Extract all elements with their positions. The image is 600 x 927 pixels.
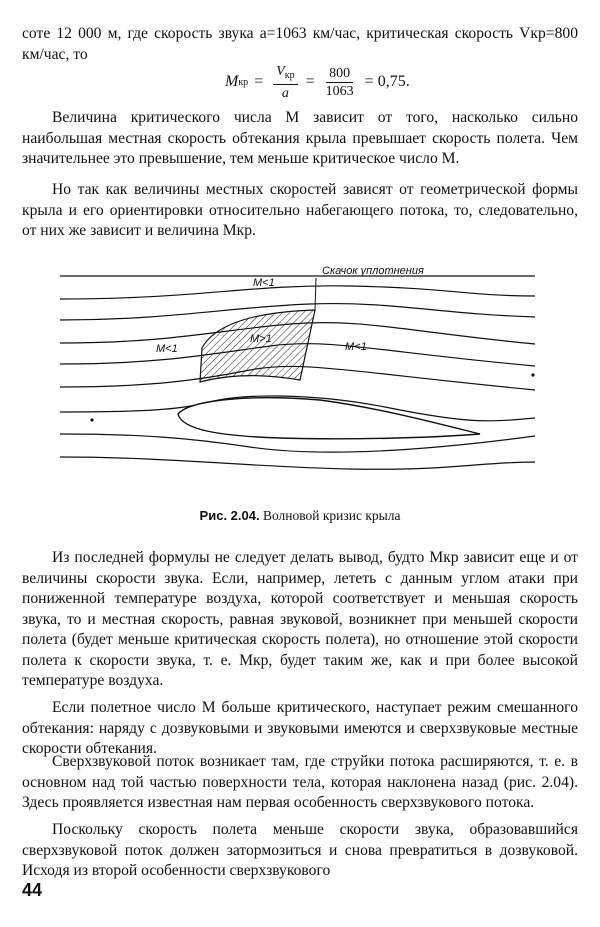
label-top-mach: M<1	[253, 277, 275, 289]
page-number: 44	[22, 880, 43, 900]
paragraph-flight-speed: Поскольку скорость полета меньше скорости звука, образовавшийся сверхзвуковой поток должен затормозиться и снова превратиться в дозвуковой. Исходя из второй особенности сверхзвукового	[22, 821, 578, 879]
wing-profile	[178, 398, 480, 439]
label-shock-wave: Скачок уплотнения	[322, 265, 424, 277]
wing-wave-crisis-figure	[50, 262, 550, 498]
fraction-v-over-a: $\frac{V_{кр}}{a}$	[273, 63, 297, 102]
paragraph-critical-number: Величина критического числа М зависит от того, насколько сильно наибольшая местная скорость обтекания крыла превышает скорость полета. Чем значительнее это превышение, тем меньше критическое число М.	[22, 109, 578, 167]
supersonic-zone	[200, 310, 315, 382]
label-left-mach: M<1	[156, 343, 178, 355]
critical-mach-formula: M кр = $\frac{V_{кр}}{a}$ = $\frac{800}{1063}$ = 0,75.	[225, 63, 410, 101]
paragraph-supersonic-flow: Сверхзвуковой поток возникает там, где струйки потока расширяются, т. е. в основном над той частью поверхности тела, которая наклонена назад (рис. 2.04). Здесь проявляется известная нам первая особенность сверхзвукового потока.	[22, 753, 578, 811]
fraction-numeric: $\frac{800}{1063}$	[325, 65, 354, 99]
paragraph-mixed-flow: Если полетное число М больше критического, наступает режим смешанного обтекания: наряду с дозвуковыми и звуковыми имеются и сверхзвуковые местные скорости обтекания.	[22, 699, 578, 757]
label-supersonic: M>1	[250, 333, 272, 345]
paragraph-geometry: Но так как величины местных скоростей зависят от геометрической формы крыла и его ориентировки относительно набегающего потока, то, следовательно, от них же зависит и величина Мкр.	[22, 181, 578, 239]
formula-result: = 0,75.	[364, 73, 410, 90]
paragraph-sound-speed: Из последней формулы не следует делать вывод, будто Мкр зависит еще и от величины скорости звука. Если, например, лететь с данным углом атаки при пониженной температуре воздуха, которой соответствует и меньшая скорость звука, то и местная скорость, равная звуковой, возникнет при меньшей скорости полета (будет меньше критическая скорость полета), но отношение этой скорости полета к скорости звука, т. е. Мкр, будет таким же, как и при более высокой температуре воздуха.	[22, 549, 578, 689]
paragraph-intro: соте 12 000 м, где скорость звука a=1063 км/час, критическая скорость Vкр=800 км/час, то	[22, 25, 578, 63]
figure-caption: Рис. 2.04. Волновой кризис крыла	[199, 508, 401, 523]
label-right-mach: M<1	[345, 341, 367, 353]
